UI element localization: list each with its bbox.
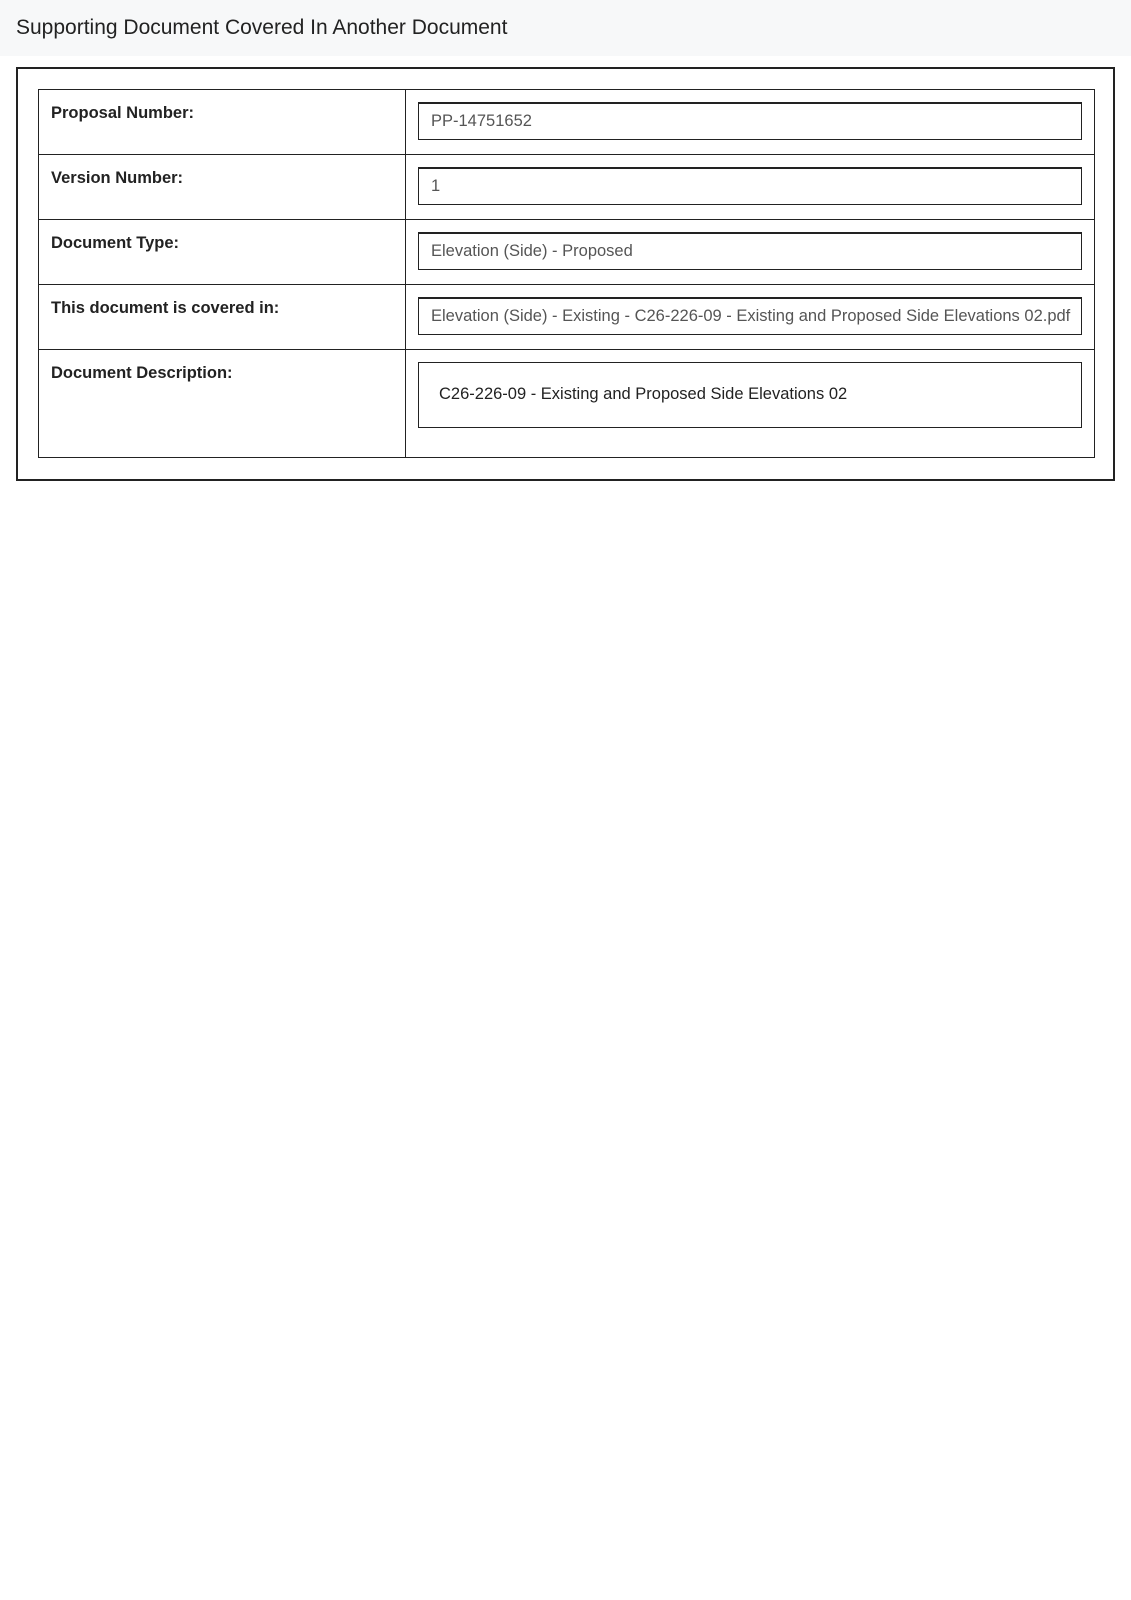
document-details-table bbox=[38, 89, 1095, 458]
version-number-label: Version Number: bbox=[39, 155, 406, 220]
version-number-field[interactable]: 1 bbox=[418, 167, 1082, 205]
covered-in-field[interactable]: Elevation (Side) - Existing - C26-226-09 - Existing and Proposed Side Elevations 02.pdf bbox=[418, 297, 1082, 335]
document-type-cell bbox=[406, 220, 1095, 285]
page-header bbox=[0, 0, 1131, 56]
version-number-row bbox=[39, 155, 1095, 220]
proposal-number-field[interactable]: PP-14751652 bbox=[418, 102, 1082, 140]
document-details-panel bbox=[16, 67, 1115, 481]
proposal-number-label: Proposal Number: bbox=[39, 90, 406, 155]
covered-in-row bbox=[39, 285, 1095, 350]
proposal-number-row bbox=[39, 90, 1095, 155]
page-title: Supporting Document Covered In Another Document bbox=[16, 16, 508, 39]
version-number-cell bbox=[406, 155, 1095, 220]
document-type-row bbox=[39, 220, 1095, 285]
document-description-label: Document Description: bbox=[39, 350, 406, 458]
document-type-label: Document Type: bbox=[39, 220, 406, 285]
covered-in-cell bbox=[406, 285, 1095, 350]
covered-in-label: This document is covered in: bbox=[39, 285, 406, 350]
document-description-field[interactable]: C26-226-09 - Existing and Proposed Side Elevations 02 bbox=[418, 362, 1082, 428]
document-description-cell bbox=[406, 350, 1095, 458]
document-description-row bbox=[39, 350, 1095, 458]
document-type-field[interactable]: Elevation (Side) - Proposed bbox=[418, 232, 1082, 270]
proposal-number-cell bbox=[406, 90, 1095, 155]
